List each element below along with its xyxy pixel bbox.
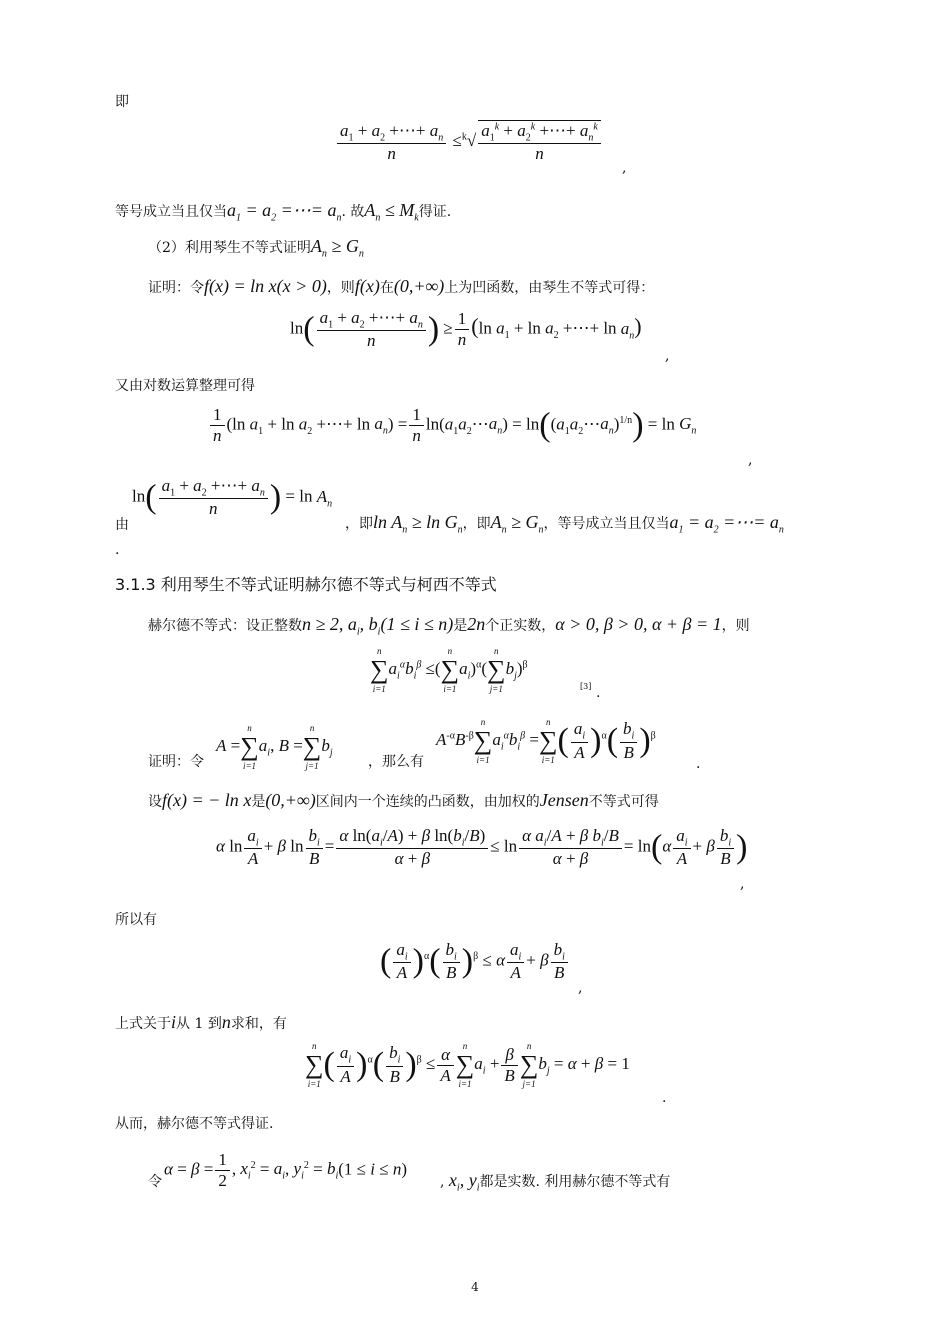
equation-holder: n ∑ i=1 $a_i^\alpha b_i^\beta$ ≤( n ∑ i=1 $a_i)^\alpha$( n ∑ j=1 $b_j)^\beta$ — [370, 646, 528, 694]
page-number: 4 — [471, 1280, 479, 1294]
equation-summed: n ∑ i=1 ( $\frac{a_i}{A}$ )$^\alpha$( $\frac{b_i}{B}$ )$^\beta$ ≤ $\frac{\alpha}{A}$ n ∑ i=1 $a_i$ + $\frac{\beta}{B}$ n ∑ j=1 $b_j = \alpha + \beta = 1$ — [305, 1041, 630, 1089]
text-suoyi: 所以有 — [115, 912, 157, 928]
text-sum-a: 上式关于 — [115, 1016, 171, 1032]
math-a-equal2: $a_1 = a_2$ =⋯= $a_n$ — [669, 512, 784, 536]
jensen-word: Jensen — [539, 790, 589, 810]
text-you: 由 — [115, 517, 129, 533]
text-set-b: 是 — [251, 794, 266, 810]
eq7-comma: , — [578, 980, 583, 996]
math-f-ln: f(x) = ln x(x > 0) — [204, 276, 327, 296]
math-a-ge-g2: $A_n \ge G_n$ — [490, 512, 544, 536]
math-a-ge-g: $A_n \ge G_n$ — [310, 236, 364, 260]
math-f-negln: f(x) = − ln x — [162, 790, 252, 810]
text-holder-c: 个正实数， — [485, 618, 556, 634]
eq4-period: . — [596, 685, 601, 701]
eq5-period: . — [696, 756, 701, 772]
text-real-line: , $x_i$, $y_i$都是实数. 利用赫尔德不等式有 — [440, 1170, 671, 1194]
equation-normalized: $A^{-\alpha}B^{-\beta}$ n ∑ i=1 $a_i^\alpha b_i^\beta$ = n ∑ i=1 ( $\frac{a_i}{A}$ )$^\alpha$( $\frac{b_i}{B}$ )$^\beta$ — [436, 717, 656, 765]
text-equality-line — [115, 200, 451, 229]
text-conclude: 从而，赫尔德不等式得证. — [115, 1116, 274, 1132]
text-holder-d: ，则 — [721, 618, 750, 634]
math-a-equal: $a_1 = a_2$ =⋯= $a_n$ — [227, 200, 342, 224]
math-n: n — [221, 1012, 231, 1032]
text-proof-c: 在 — [379, 280, 394, 296]
text-equality-pre: 等号成立当且仅当 — [115, 204, 227, 220]
text-sum-line — [115, 1012, 287, 1034]
math-alpha-beta: α > 0, β > 0, α + β = 1 — [555, 614, 722, 634]
eq3-comma: , — [748, 452, 753, 468]
eq6-comma: , — [740, 876, 745, 892]
equation-log-rearrange: $\frac{1}{n}$ (ln $a_1 + \ln a_2$ +⋯+ $\ln a_n$) = $\frac{1}{n}$ $\ln(a_1a_2\cdots a_n)$ = $\ln((a_1a_2\cdots a_n)^{1/n}) = \ln G_n$ — [208, 405, 696, 446]
math-interval2: (0,+∞) — [265, 790, 316, 810]
text-set-c: 区间内一个连续的凸函数，由加权的 — [315, 794, 540, 810]
text-real-b: 都是实数. 利用赫尔德不等式有 — [479, 1174, 671, 1190]
text-ji-line — [345, 512, 784, 541]
text-set-a: 设 — [148, 794, 162, 810]
text-holder-line — [148, 614, 750, 643]
text-proof2-a: 证明：令 — [148, 754, 204, 770]
equation-power-mean: $\frac{a_1 + a_2 +\cdots+ a_n}{n}$ ≤$^k$√ $\frac{a_1^k + a_2^k +\cdots+ a_n^k}{n}$ — [335, 120, 603, 164]
text-proof2-b: ，那么有 — [368, 754, 424, 770]
math-interval: (0,+∞) — [393, 276, 445, 296]
equation-def-ab: A = n ∑ i=1 $a_i$, B = n ∑ j=1 $b_j$ — [216, 723, 333, 771]
math-n-cond: n ≥ 2, $a_i$, $b_i(1 \le i \le n)$ — [302, 614, 454, 638]
text-period: . — [115, 542, 120, 558]
section-heading: 3.1.3 利用琴生不等式证明赫尔德不等式与柯西不等式 — [115, 575, 497, 594]
math-i: i — [171, 1012, 177, 1032]
text-ling: 令 — [148, 1174, 162, 1190]
text-sum-b: 从 1 到 — [176, 1016, 222, 1032]
math-a-le-m: $A_n \le M_k$ — [364, 200, 419, 224]
equation-ln-an: ln( $\frac{a_1 + a_2 +\cdots+ a_n}{n}$ ) = $\ln A_n$ — [132, 476, 333, 519]
text-proof-b: ，则 — [326, 280, 355, 296]
math-xy: $x_i$, $y_i$ — [448, 1170, 480, 1194]
text-ji2: ，即 — [345, 516, 373, 532]
text-ji3: ，即 — [462, 516, 491, 532]
equation-alpha-half: α = β = $\frac{1}{2}$ , $x_i^2 = a_i$, $y_i^2 = b_i(1 \le i \le n)$ — [164, 1150, 407, 1190]
text-proof-a: 证明：令 — [148, 280, 204, 296]
eq8-period: . — [662, 1090, 667, 1106]
equation-young: ( $\frac{a_i}{A}$ )$^\alpha$( $\frac{b_i}{B}$ )$^\beta$ ≤ α $\frac{a_i}{A}$ + β $\frac{b_i}{B}$ — [380, 940, 570, 983]
text-holder-a: 赫尔德不等式：设正整数 — [148, 618, 302, 634]
math-fx: f(x) — [354, 276, 380, 296]
reference-mark: [3] — [580, 682, 592, 691]
text-sum-c: 求和，有 — [230, 1016, 287, 1032]
text-proof-line — [148, 276, 654, 298]
text-holder-b: 是 — [453, 618, 468, 634]
text-part2 — [148, 236, 364, 265]
math-2n: 2n — [467, 614, 486, 634]
equation-weighted-jensen: α ln $\frac{a_i}{A}$ + β ln $\frac{b_i}{B}$ = $\frac{\alpha \ln(a_i/A) + \beta \ln(b_i/B)}{\alpha + \beta}$ ≤ ln $\frac{\alpha a_i/A + \beta b_i/B}{\alpha + \beta}$ = ln(α $\frac{a_i}{A}$ + β $\frac{b_i}{B}$ ) — [216, 826, 748, 869]
text-equality2: ，等号成立当且仅当 — [543, 516, 670, 532]
text-part2-label: （2）利用琴生不等式证明 — [148, 240, 311, 256]
eq1-comma: , — [622, 160, 627, 176]
text-set-line — [148, 790, 659, 812]
text-log: 又由对数运算整理可得 — [115, 378, 255, 394]
math-ln-ge: $\ln A_n \ge \ln G_n$ — [373, 512, 463, 536]
text-set-d: 不等式可得 — [588, 794, 659, 810]
eq2-comma: , — [665, 348, 670, 364]
text-equality-mid: . 故 — [341, 204, 365, 220]
equation-jensen-ln: ln( $\frac{a_1 + a_2 +\cdots+ a_n}{n}$ ) ≥ $\frac{1}{n}$ (ln $a_1 + \ln a_2$ +⋯+ $\ln a_n$) — [290, 308, 642, 351]
text-proof-d: 上为凹函数，由琴生不等式可得： — [444, 280, 655, 296]
text-equality-post: 得证. — [418, 204, 452, 220]
text-ji: 即 — [115, 94, 129, 110]
